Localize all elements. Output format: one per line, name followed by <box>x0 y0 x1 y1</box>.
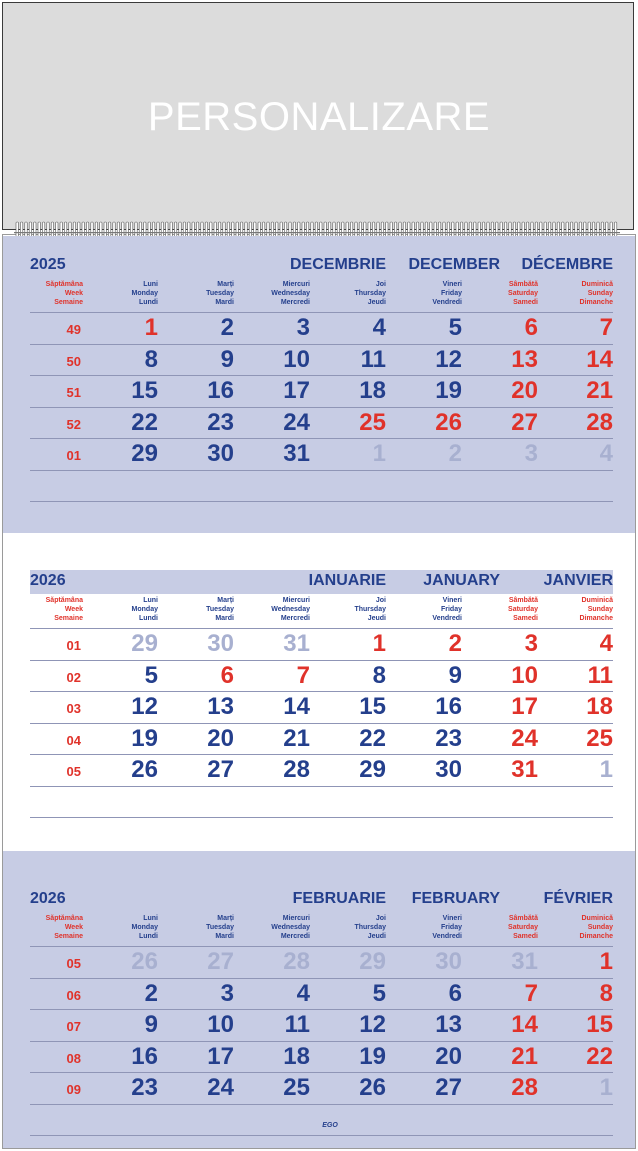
day-header-fr: Samedi <box>513 615 538 622</box>
day-header-en: Sunday <box>587 290 613 297</box>
day-number: 24 <box>207 1074 234 1101</box>
day-header-en: Tuesday <box>206 924 234 931</box>
day-number: 14 <box>511 1011 538 1038</box>
day-number: 22 <box>359 724 386 752</box>
day-header-fr: Samedi <box>513 933 538 940</box>
day-number: 2 <box>144 979 158 1007</box>
day-number: 9 <box>448 661 462 689</box>
day-number: 4 <box>599 440 613 467</box>
week-number: 01 <box>66 638 81 653</box>
week-number: 09 <box>66 1082 81 1097</box>
day-number: 16 <box>207 377 234 404</box>
day-number: 21 <box>586 377 613 404</box>
week-header-en: Week <box>64 290 83 297</box>
day-number: 30 <box>435 948 462 975</box>
row-rule <box>30 312 613 313</box>
day-number: 8 <box>372 661 386 689</box>
day-header-fr: Jeudi <box>367 615 386 622</box>
day-header-fr: Mercredi <box>280 615 310 622</box>
day-header-ro: Joi <box>375 915 386 922</box>
day-header-en: Wednesday <box>271 606 310 613</box>
day-number: 19 <box>435 377 462 404</box>
day-number: 10 <box>207 1011 234 1038</box>
day-number: 31 <box>511 756 538 783</box>
day-header <box>98 596 158 623</box>
day-number: 6 <box>524 314 538 341</box>
day-number: 28 <box>586 408 613 436</box>
day-header-ro: Sâmbătă <box>508 597 538 604</box>
day-number: 1 <box>599 756 613 783</box>
day-header-en: Monday <box>131 290 158 297</box>
day-header <box>250 914 310 941</box>
day-header <box>326 280 386 307</box>
day-number: 11 <box>360 345 386 373</box>
month-name-fr: FÉVRIER <box>543 890 613 907</box>
day-header-en: Tuesday <box>206 606 234 613</box>
row-rule <box>30 1009 613 1010</box>
day-number: 5 <box>372 979 386 1007</box>
month-name-ro: FEBRUARIE <box>292 890 386 907</box>
day-number: 9 <box>144 1011 158 1038</box>
day-number: 25 <box>586 724 613 752</box>
day-number: 18 <box>359 377 386 404</box>
row-rule <box>30 344 613 345</box>
day-number: 29 <box>131 630 158 657</box>
day-header-fr: Mardi <box>215 299 234 306</box>
day-header-ro: Duminică <box>581 281 613 288</box>
week-header <box>30 280 83 307</box>
week-header-ro: Săptămâna <box>45 915 83 922</box>
day-number: 24 <box>511 724 538 752</box>
row-rule <box>30 723 613 724</box>
week-header-fr: Semaine <box>54 933 83 940</box>
day-number: 7 <box>296 661 310 689</box>
day-number: 22 <box>586 1042 613 1070</box>
day-number: 6 <box>220 661 234 689</box>
day-header <box>402 280 462 307</box>
day-number: 12 <box>435 345 462 373</box>
day-number: 1 <box>372 630 386 657</box>
day-number: 28 <box>511 1074 538 1101</box>
month-name-en: DECEMBER <box>408 256 500 273</box>
day-header-ro: Joi <box>375 281 386 288</box>
day-header-ro: Miercuri <box>282 281 310 288</box>
day-number: 26 <box>131 948 158 975</box>
week-number: 49 <box>66 322 81 337</box>
month-title-row <box>30 570 613 594</box>
day-header <box>553 280 613 307</box>
row-rule <box>30 660 613 661</box>
day-number: 2 <box>448 630 462 657</box>
day-number: 16 <box>435 693 462 720</box>
day-header <box>478 596 538 623</box>
day-number: 3 <box>524 440 538 467</box>
day-header-fr: Jeudi <box>367 933 386 940</box>
day-number: 30 <box>207 630 234 657</box>
day-number: 1 <box>144 314 158 341</box>
day-header-ro: Sâmbătă <box>508 281 538 288</box>
day-number: 16 <box>131 1042 158 1070</box>
day-number: 13 <box>511 345 538 373</box>
week-number: 02 <box>66 669 81 685</box>
year-label: 2026 <box>30 890 66 907</box>
week-header-ro: Săptămâna <box>45 281 83 288</box>
row-rule <box>30 1104 613 1105</box>
week-number: 07 <box>66 1019 81 1034</box>
day-header-en: Wednesday <box>271 290 310 297</box>
week-header-fr: Semaine <box>54 615 83 622</box>
day-header-fr: Vendredi <box>432 299 462 306</box>
day-header <box>478 914 538 941</box>
day-header-fr: Mardi <box>215 933 234 940</box>
day-number: 26 <box>131 756 158 783</box>
day-number: 7 <box>599 314 613 341</box>
day-number: 14 <box>586 345 613 373</box>
day-number: 12 <box>359 1011 386 1038</box>
day-number: 5 <box>448 314 462 341</box>
day-number: 31 <box>511 948 538 975</box>
day-number: 18 <box>283 1042 310 1070</box>
week-number: 50 <box>66 353 81 369</box>
day-number: 15 <box>359 693 386 720</box>
day-header-en: Sunday <box>587 606 613 613</box>
day-header <box>250 596 310 623</box>
day-header-ro: Luni <box>143 597 158 604</box>
row-rule <box>30 946 613 947</box>
day-number: 23 <box>131 1074 158 1101</box>
week-number: 01 <box>66 448 81 463</box>
row-rule <box>30 470 613 471</box>
day-number: 2 <box>220 314 234 341</box>
day-header-fr: Dimanche <box>579 933 613 940</box>
header-title: PERSONALIZARE <box>147 95 491 139</box>
year-label: 2025 <box>30 256 66 273</box>
week-number: 52 <box>66 416 81 432</box>
day-header-ro: Duminică <box>581 915 613 922</box>
day-header-en: Sunday <box>587 924 613 931</box>
year-label: 2026 <box>30 572 66 589</box>
day-header <box>326 914 386 941</box>
month-block <box>3 851 635 1148</box>
row-rule <box>30 375 613 376</box>
week-header-fr: Semaine <box>54 299 83 306</box>
day-number: 31 <box>283 630 310 657</box>
week-number: 04 <box>66 732 81 748</box>
day-header-en: Friday <box>440 924 462 931</box>
day-number: 21 <box>283 724 310 752</box>
day-header-en: Thursday <box>354 290 386 297</box>
day-header-en: Thursday <box>354 606 386 613</box>
month-block <box>3 533 635 851</box>
row-rule <box>30 1135 613 1136</box>
week-number: 03 <box>66 701 81 716</box>
day-header <box>98 914 158 941</box>
day-header <box>174 280 234 307</box>
day-number: 27 <box>511 408 538 436</box>
day-header-en: Saturday <box>508 606 538 613</box>
day-header-fr: Vendredi <box>432 615 462 622</box>
day-number: 26 <box>359 1074 386 1101</box>
day-number: 17 <box>283 377 310 404</box>
day-header-ro: Joi <box>375 597 386 604</box>
day-number: 11 <box>284 1011 310 1038</box>
day-number: 1 <box>599 948 613 975</box>
day-number: 9 <box>220 345 234 373</box>
day-header-fr: Mardi <box>215 615 234 622</box>
day-number: 4 <box>599 630 613 657</box>
day-number: 17 <box>511 693 538 720</box>
day-header <box>250 280 310 307</box>
day-number: 3 <box>524 630 538 657</box>
day-number: 21 <box>511 1042 538 1070</box>
month-title-row <box>30 888 613 912</box>
day-header-ro: Luni <box>143 915 158 922</box>
day-header-en: Friday <box>440 606 462 613</box>
day-number: 28 <box>283 756 310 783</box>
day-number: 27 <box>207 948 234 975</box>
footer-logo <box>290 1122 370 1129</box>
day-number: 20 <box>511 377 538 404</box>
row-rule <box>30 978 613 979</box>
day-header-fr: Mercredi <box>280 299 310 306</box>
day-number: 20 <box>207 724 234 752</box>
week-number: 08 <box>66 1050 81 1066</box>
week-number: 51 <box>66 385 81 400</box>
day-number: 22 <box>131 408 158 436</box>
day-header <box>478 280 538 307</box>
day-number: 13 <box>435 1011 462 1038</box>
month-block <box>3 236 635 533</box>
week-number: 06 <box>66 987 81 1003</box>
day-number: 27 <box>207 756 234 783</box>
day-number: 30 <box>207 440 234 467</box>
day-number: 27 <box>435 1074 462 1101</box>
week-header <box>30 596 83 623</box>
month-title-row <box>30 254 613 278</box>
day-number: 28 <box>283 948 310 975</box>
day-number: 3 <box>220 979 234 1007</box>
day-header-en: Saturday <box>508 924 538 931</box>
day-header <box>553 914 613 941</box>
day-header-fr: Lundi <box>138 933 158 940</box>
row-rule <box>30 754 613 755</box>
week-number: 05 <box>66 764 81 779</box>
day-header-en: Monday <box>131 606 158 613</box>
day-header-en: Friday <box>440 290 462 297</box>
day-header-en: Wednesday <box>271 924 310 931</box>
day-header-fr: Dimanche <box>579 299 613 306</box>
day-number: 25 <box>283 1074 310 1101</box>
day-header-ro: Marți <box>217 597 234 604</box>
day-number: 14 <box>283 693 310 720</box>
day-header-fr: Mercredi <box>280 933 310 940</box>
day-number: 19 <box>131 724 158 752</box>
week-header-en: Week <box>64 924 83 931</box>
day-number: 17 <box>207 1042 234 1070</box>
day-header-ro: Vineri <box>442 597 462 604</box>
day-number: 18 <box>586 693 613 720</box>
day-header-en: Tuesday <box>206 290 234 297</box>
week-header-en: Week <box>64 606 83 613</box>
day-header <box>402 596 462 623</box>
row-rule <box>30 817 613 818</box>
day-number: 1 <box>599 1074 613 1101</box>
day-number: 30 <box>435 756 462 783</box>
day-header-ro: Marți <box>217 915 234 922</box>
day-number: 10 <box>511 661 538 689</box>
day-number: 29 <box>359 948 386 975</box>
month-name-en: FEBRUARY <box>411 890 500 907</box>
day-header-ro: Miercuri <box>282 915 310 922</box>
day-number: 23 <box>435 724 462 752</box>
month-name-ro: DECEMBRIE <box>289 256 386 273</box>
day-number: 12 <box>131 693 158 720</box>
day-number: 23 <box>207 408 234 436</box>
day-number: 4 <box>296 979 310 1007</box>
row-rule <box>30 628 613 629</box>
day-number: 29 <box>131 440 158 467</box>
day-header-ro: Miercuri <box>282 597 310 604</box>
day-header-ro: Duminică <box>581 597 613 604</box>
day-header <box>326 596 386 623</box>
day-number: 7 <box>524 979 538 1007</box>
day-number: 11 <box>587 661 613 689</box>
month-name-en: JANUARY <box>423 572 500 589</box>
day-header <box>174 914 234 941</box>
day-number: 15 <box>586 1011 613 1038</box>
day-number: 5 <box>144 661 158 689</box>
day-header-en: Monday <box>131 924 158 931</box>
day-number: 26 <box>435 408 462 436</box>
day-number: 19 <box>359 1042 386 1070</box>
day-header <box>174 596 234 623</box>
day-number: 8 <box>144 345 158 373</box>
day-number: 15 <box>131 377 158 404</box>
day-header <box>553 596 613 623</box>
row-rule <box>30 438 613 439</box>
day-number: 20 <box>435 1042 462 1070</box>
day-header-ro: Vineri <box>442 281 462 288</box>
day-header <box>402 914 462 941</box>
row-rule <box>30 691 613 692</box>
brand-logo: EGO <box>322 1122 338 1129</box>
month-name-fr: DÉCEMBRE <box>521 256 613 273</box>
day-number: 10 <box>283 345 310 373</box>
day-header <box>98 280 158 307</box>
day-number: 25 <box>359 408 386 436</box>
personalization-header <box>2 2 634 230</box>
day-number: 29 <box>359 756 386 783</box>
day-header-fr: Lundi <box>138 299 158 306</box>
row-rule <box>30 786 613 787</box>
day-header-ro: Luni <box>143 281 158 288</box>
week-header-ro: Săptămâna <box>45 597 83 604</box>
day-number: 4 <box>372 314 386 341</box>
row-rule <box>30 1041 613 1042</box>
day-number: 1 <box>372 440 386 467</box>
day-number: 2 <box>448 440 462 467</box>
day-header-fr: Lundi <box>138 615 158 622</box>
row-rule <box>30 407 613 408</box>
day-number: 6 <box>448 979 462 1007</box>
day-header-fr: Dimanche <box>579 615 613 622</box>
day-header-en: Saturday <box>508 290 538 297</box>
row-rule <box>30 1072 613 1073</box>
month-name-ro: IANUARIE <box>308 572 386 589</box>
day-header-fr: Vendredi <box>432 933 462 940</box>
day-number: 8 <box>599 979 613 1007</box>
day-number: 13 <box>207 693 234 720</box>
day-header-fr: Jeudi <box>367 299 386 306</box>
week-header <box>30 914 83 941</box>
row-rule <box>30 501 613 502</box>
day-header-ro: Sâmbătă <box>508 915 538 922</box>
day-header-ro: Marți <box>217 281 234 288</box>
day-header-ro: Vineri <box>442 915 462 922</box>
day-header-fr: Samedi <box>513 299 538 306</box>
month-name-fr: JANVIER <box>543 572 613 589</box>
day-header-en: Thursday <box>354 924 386 931</box>
day-number: 24 <box>283 408 310 436</box>
day-number: 31 <box>283 440 310 467</box>
day-number: 3 <box>296 314 310 341</box>
week-number: 05 <box>66 956 81 971</box>
